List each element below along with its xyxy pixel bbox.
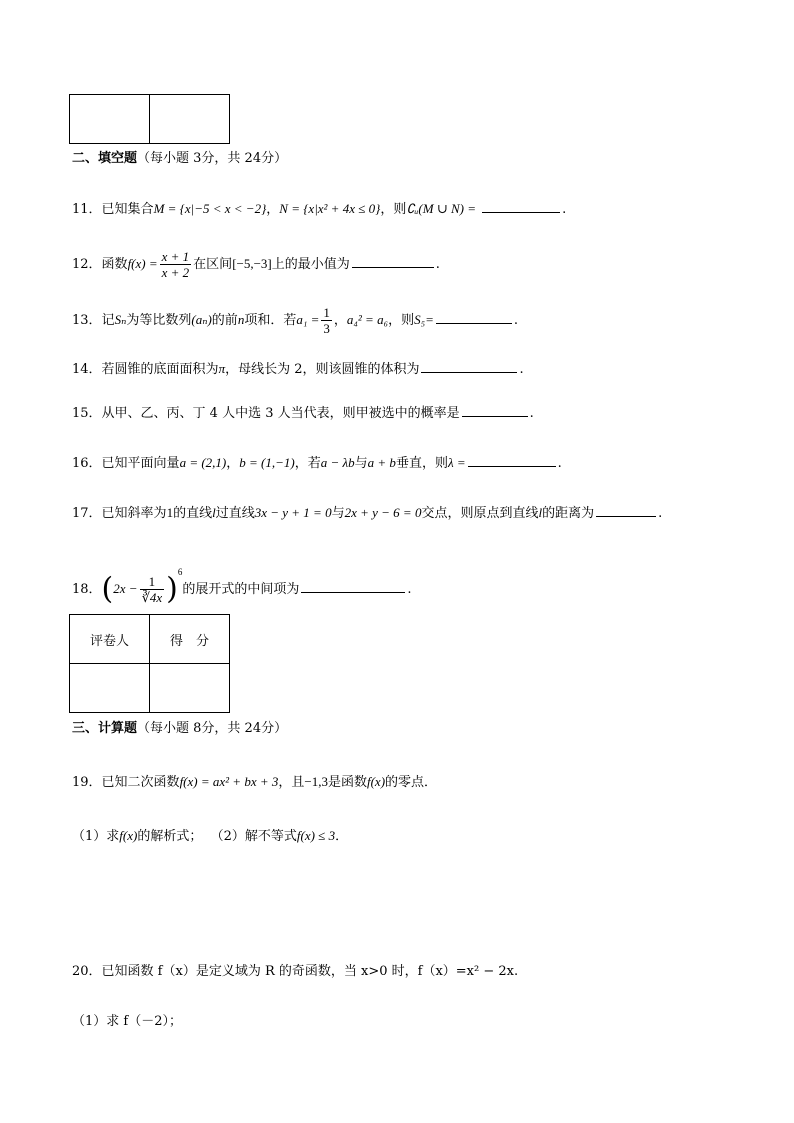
section-title: 三、计算题 <box>72 721 138 736</box>
question-text: 已知集合 <box>101 202 154 217</box>
question-20 <box>72 964 518 980</box>
score-cell <box>70 95 150 144</box>
math-vector-a: a = (2,1) <box>179 455 227 470</box>
math-line-2: 2x + y − 6 = 0 <box>344 505 422 520</box>
question-text: 的展开式的中间项为 <box>182 582 300 597</box>
math-expression: 2x − <box>113 581 138 596</box>
question-number: 14． <box>72 362 102 377</box>
math-slope: 1 <box>166 505 174 520</box>
question-text: 与 <box>331 506 345 521</box>
punct: . <box>519 362 524 377</box>
fraction-denominator: x + 2 <box>161 265 190 280</box>
math-expression: ∁ᵤ(M ∪ N) = <box>406 201 476 216</box>
question-17 <box>72 505 662 522</box>
question-text: ，且 <box>278 775 305 790</box>
fraction <box>140 574 165 605</box>
question-16 <box>72 455 562 472</box>
question-text: 函数 <box>101 257 128 272</box>
question-text: 若圆锥的底面面积为 <box>101 362 219 377</box>
math-expression: a + b <box>367 455 396 470</box>
section-title: 二、填空题 <box>72 151 138 166</box>
punct: . <box>407 582 412 597</box>
question-text: 的距离为 <box>542 506 595 521</box>
question-number: 16． <box>72 456 102 471</box>
question-text: ，则 <box>380 202 407 217</box>
question-text: 是函数 <box>327 775 367 790</box>
math-expression: a − λb <box>320 455 355 470</box>
question-number: 18． <box>72 582 102 597</box>
fraction-numerator: 1 <box>140 574 165 590</box>
math-line-l: l <box>212 505 216 520</box>
question-12 <box>72 248 440 281</box>
section2-heading <box>72 151 287 167</box>
question-number: 15． <box>72 406 102 421</box>
right-paren: ) <box>166 571 178 607</box>
question-text: 已知斜率为 <box>101 506 167 521</box>
question-text: 为等比数列 <box>126 313 192 328</box>
question-text: 的零点． <box>385 775 438 790</box>
math-function: f(x) = <box>127 256 158 271</box>
question-15 <box>72 406 534 422</box>
math-s5: S₅= <box>414 312 434 327</box>
question-11 <box>72 201 566 218</box>
math-set-n: N = {x|x² + 4x ≤ 0} <box>279 201 381 216</box>
math-function: f(x) <box>119 828 138 843</box>
score-table <box>69 614 230 713</box>
punct: . <box>658 506 663 521</box>
question-18 <box>72 554 412 608</box>
math-sn: Sₙ <box>114 312 127 327</box>
punct: . <box>529 406 534 421</box>
fraction-denominator: 3 <box>323 321 330 336</box>
question-text: 的直线 <box>173 506 213 521</box>
question-number: 20． <box>72 964 102 979</box>
punct: ， <box>226 456 240 471</box>
part-label: （2）解不等式 <box>210 829 297 844</box>
question-text: 在区间 <box>193 257 233 272</box>
question-text: 与 <box>354 456 368 471</box>
math-pi: π <box>218 361 226 376</box>
score-cell <box>150 95 230 144</box>
question-text: 已知二次函数 <box>101 775 180 790</box>
punct: . <box>562 202 567 217</box>
question-text: 过直线 <box>215 506 255 521</box>
question-text: 上的最小值为 <box>271 257 350 272</box>
question-text: 从甲、乙、丙、丁 4 人中选 3 人当代表，则甲被选中的概率是 <box>101 406 460 421</box>
math-a1: a₁ = <box>296 312 320 327</box>
question-number: 13． <box>72 313 102 328</box>
question-text: 垂直，则 <box>395 456 448 471</box>
answer-blank[interactable] <box>421 371 517 373</box>
punct: . <box>557 456 562 471</box>
math-line-1: 3x − y + 1 = 0 <box>254 505 332 520</box>
answer-blank[interactable] <box>352 266 434 268</box>
punct: ． <box>335 829 349 844</box>
math-an: (aₙ) <box>191 312 212 327</box>
score-label-grader: 评卷人 <box>70 615 150 664</box>
question-text: 已知函数 f（x）是定义域为 R 的奇函数，当 x>0 时，f（x）=x² − 2x. <box>101 964 519 979</box>
score-cell[interactable] <box>150 664 230 713</box>
question-text: 的前 <box>211 313 238 328</box>
math-lambda: λ = <box>447 455 466 470</box>
score-table-top <box>69 94 230 144</box>
question-14 <box>72 361 524 378</box>
question-text: 已知平面向量 <box>101 456 180 471</box>
question-text: ，母线长为 2，则该圆锥的体积为 <box>225 362 420 377</box>
fraction-denominator: ∛4x <box>141 590 163 605</box>
question-number: 11． <box>72 202 102 217</box>
question-text: ，则 <box>388 313 415 328</box>
section3-heading <box>72 721 287 737</box>
math-inequality: f(x) ≤ 3 <box>296 828 336 843</box>
math-condition: a₄² = a₆ <box>346 312 389 327</box>
question-text: 记 <box>101 313 115 328</box>
score-cell[interactable] <box>70 664 150 713</box>
fraction-numerator: 1 <box>323 305 330 320</box>
answer-blank[interactable] <box>482 211 560 213</box>
fraction-numerator: x + 1 <box>161 249 190 264</box>
part-label: （1）求 f（－2）； <box>72 1014 182 1029</box>
section-note: （每小题 8分，共 24分） <box>137 721 288 736</box>
math-n: n <box>237 312 245 327</box>
answer-blank[interactable] <box>596 515 656 517</box>
question-20-parts <box>72 1014 182 1030</box>
fraction <box>160 249 192 280</box>
math-exponent: 6 <box>177 567 183 577</box>
question-19-parts <box>72 828 348 845</box>
question-text: 的解析式； <box>137 829 203 844</box>
answer-blank[interactable] <box>301 591 405 593</box>
punct: ， <box>333 313 347 328</box>
question-number: 19． <box>72 775 102 790</box>
section-note: （每小题 3分，共 24分） <box>137 151 288 166</box>
question-number: 17． <box>72 506 102 521</box>
answer-blank[interactable] <box>468 465 556 467</box>
left-paren: ( <box>101 571 114 607</box>
question-19 <box>72 774 437 791</box>
answer-blank[interactable] <box>462 415 528 417</box>
question-text: 交点，则原点到直线 <box>421 506 539 521</box>
question-13 <box>72 304 518 337</box>
math-function: f(x) <box>366 774 386 789</box>
question-text: ，若 <box>294 456 321 471</box>
punct: . <box>435 257 440 272</box>
fraction <box>321 305 332 336</box>
math-line-l: l <box>538 505 543 520</box>
punct: . <box>513 313 519 328</box>
math-roots: −1,3 <box>304 774 328 789</box>
part-label: （1）求 <box>72 829 120 844</box>
math-vector-b: b = (1,−1) <box>239 455 295 470</box>
math-function: f(x) = ax² + bx + 3 <box>179 774 279 789</box>
score-label-score: 得 分 <box>150 615 230 664</box>
question-text: 项和．若 <box>244 313 297 328</box>
math-interval: [−5,−3] <box>232 256 272 271</box>
math-set-m: M = {x|−5 < x < −2} <box>153 201 267 216</box>
answer-blank[interactable] <box>436 322 512 324</box>
punct: ， <box>266 202 280 217</box>
question-number: 12． <box>72 257 102 272</box>
